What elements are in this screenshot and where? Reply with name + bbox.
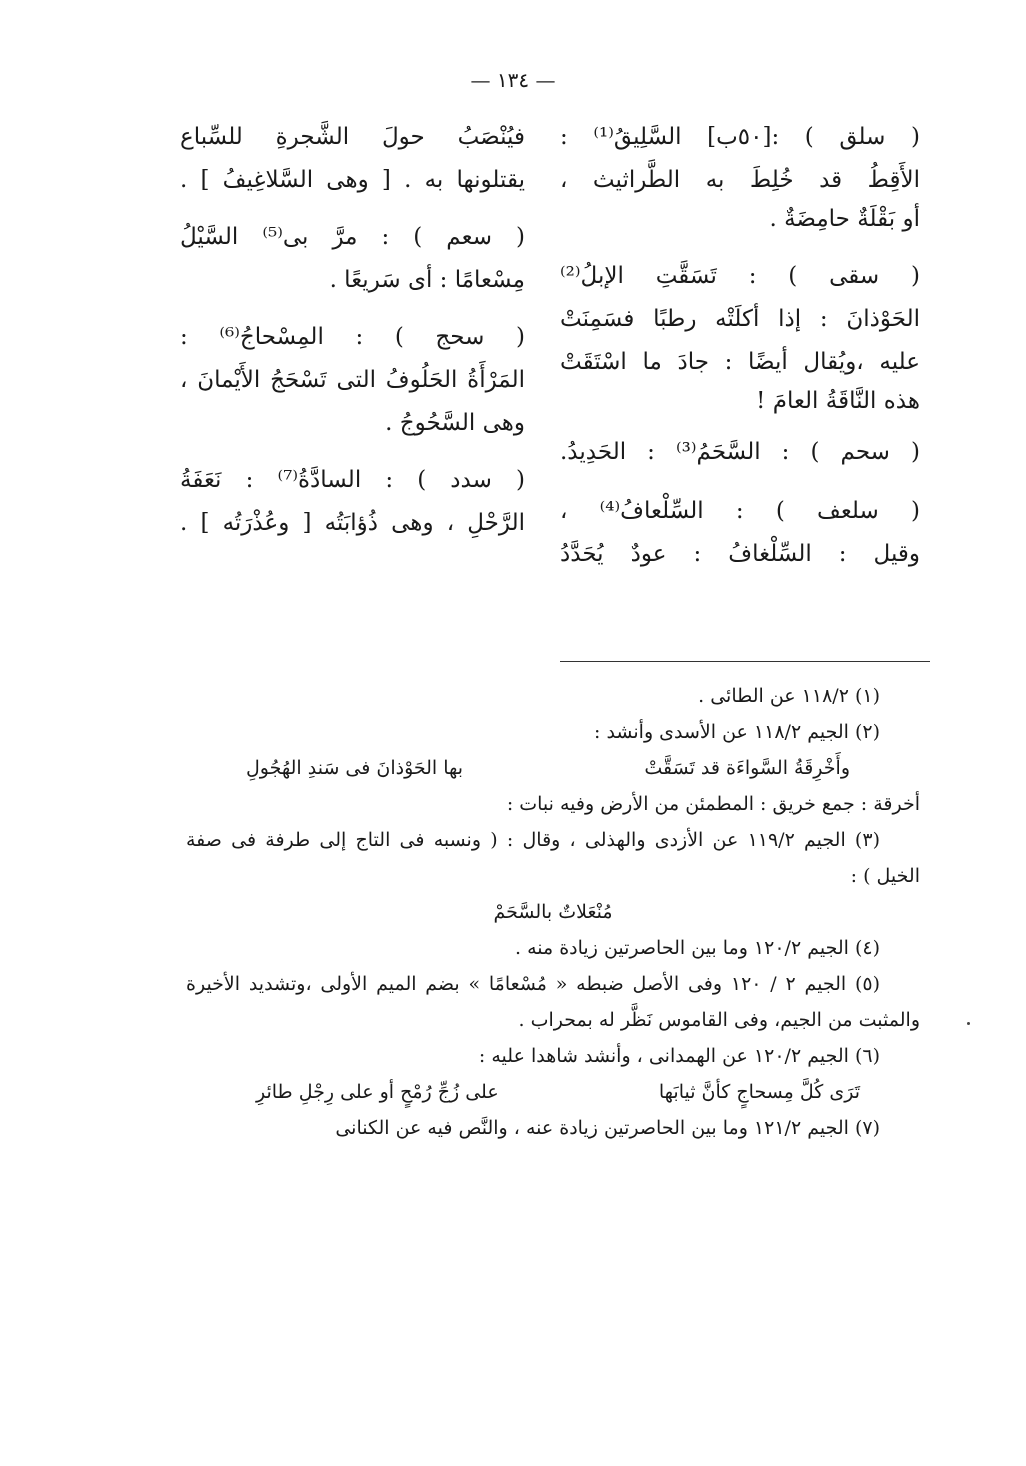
- footnote-1: (١) ١١٨/٢ عن الطائى .: [698, 685, 880, 707]
- entry-line: مِسْعامًا : أى سَريعًا .: [329, 267, 525, 293]
- footnote-4: (٤) الجيم ١٢٠/٢ وما بين الحاصرتين زيادة منه .: [515, 937, 880, 959]
- entry-line: وهى السَّحُوجُ .: [385, 410, 525, 436]
- footnote-3-cont: الخيل ) :: [850, 865, 920, 887]
- footnotes: [186, 678, 920, 1146]
- verse-3: مُنْعَلاتٌ بالسَّحَمْ: [493, 901, 613, 923]
- entry-line: المَرْأَةُ الحَلُوفُ التى تَسْحَجُ الأَيْمانَ ،: [180, 367, 525, 393]
- footnote-3: (٣) الجيم ١١٩/٢ عن الأزدى والهذلى ، وقال : ( ونسبه فى التاج إلى طرفة فى صفة: [186, 829, 880, 851]
- footnote-5: (٥) الجيم ٢ / ١٢٠ وفى الأصل ضبطه « مُسْعامًا » بضم الميم الأولى ،وتشديد الأخيرة: [186, 973, 881, 995]
- right-column: [560, 118, 920, 574]
- entry-line: الرَّحْلِ ، وهى ذُؤابَتُه [ وعُذْرَتُه ] .: [180, 510, 525, 536]
- entry-line: الحَوْذانَ : إذا أكلَتْه رطبًا فسَمِنَتْ: [560, 306, 920, 332]
- entry-line: يقتلونها به . [ وهى السَّلاغِيفُ ] .: [180, 167, 525, 193]
- entry-line: ( سحم ) : السَّحَمُ⁽³⁾ : الحَدِيدُ.: [560, 439, 920, 465]
- entry-line: ( سدد ) : السادَّةُ⁽⁷⁾ : نَعَفَةُ: [180, 467, 525, 493]
- footnote-5-cont: والمثبت من الجيم، وفى القاموس نَظَّر له بمحراب .: [518, 1009, 920, 1031]
- entry-line: ( سقى ) : تَسَقَّتِ الإبلُ⁽²⁾: [560, 263, 920, 289]
- entry-line: فيُنْصَبُ حولَ الشَّجرةِ للسِّباع: [180, 124, 525, 150]
- entry-line: أو بَقْلَةٌ حامِضَةٌ .: [769, 206, 920, 232]
- footnote-separator: [560, 661, 930, 662]
- verse-hemistich: على زُجِّ رُمْحٍ أو على رِجْلِ طائرِ: [256, 1081, 499, 1103]
- entry-line: ( سعم ) : مرَّ بى⁽⁵⁾ السَّيْلُ: [180, 224, 525, 250]
- entry-line: ( سلق ) :[٥٠ب] السَّلِيقُ⁽¹⁾ :: [560, 124, 920, 150]
- footnote-2: (٢) الجيم ١١٨/٢ عن الأسدى وأنشد :: [594, 721, 880, 743]
- verse-hemistich: تَرَى كُلَّ مِسحاجٍ كأنَّ ثيابَها: [658, 1081, 860, 1103]
- entry-line: عليه ،ويُقال أيضًا : جادَ ما اسْتَقَتْ: [560, 349, 920, 375]
- scan-speck: [967, 1022, 970, 1025]
- entry-line: الأَقِطُ قد خُلِطَ به الطَّراثيث ،: [560, 167, 920, 193]
- verse-hemistich: بها الحَوْذانَ فى سَندِ الهُجُولِ: [246, 757, 464, 779]
- entry-line: وقيل : السِّلْغافُ : عودٌ يُحَدَّدُ: [560, 541, 920, 567]
- verse-2: [186, 1074, 920, 1110]
- left-column: [180, 118, 525, 543]
- verse-hemistich: وأَخْرِقَةُ السَّواءَة قد تَسَقَّتْ: [644, 757, 850, 779]
- entry-line: ( سحج ) : المِسْحاجُ⁽⁶⁾ :: [180, 324, 525, 350]
- footnote-7: (٧) الجيم ١٢١/٢ وما بين الحاصرتين زيادة عنه ، والنَّص فيه عن الكنانى: [335, 1117, 880, 1139]
- entry-line: هذه النَّاقَةُ العامَ !: [756, 388, 920, 414]
- footnote-6: (٦) الجيم ١٢٠/٢ عن الهمدانى ، وأنشد شاهدا عليه :: [478, 1045, 880, 1067]
- entry-line: ( سلعف ) : السِّلْعافُ⁽⁴⁾ ،: [560, 498, 920, 524]
- verse-1: [186, 750, 920, 786]
- page-number: — ١٣٤ —: [470, 68, 556, 92]
- footnote-2-gloss: أخرقة : جمع خريق : المطمئن من الأرض وفيه نبات :: [506, 793, 920, 815]
